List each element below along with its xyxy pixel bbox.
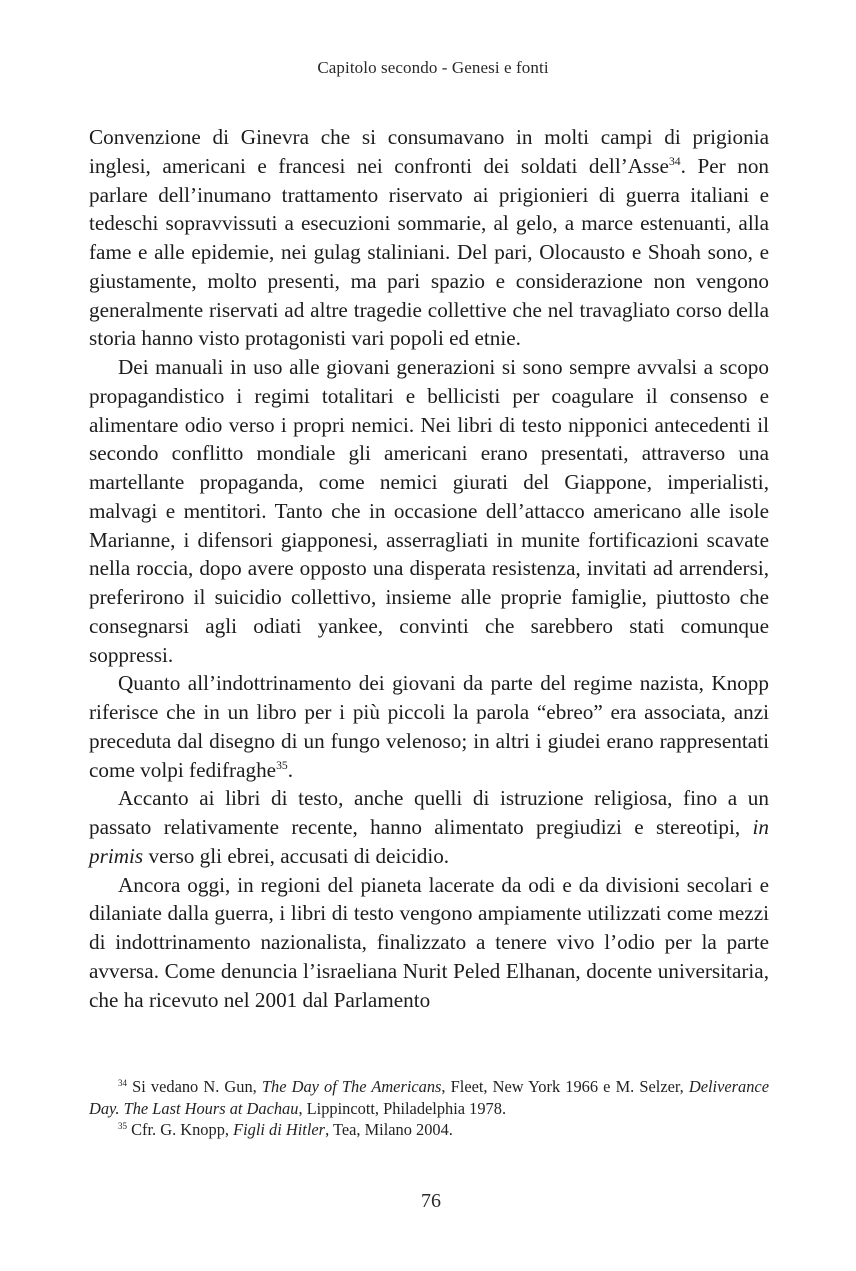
book-title: The Day of The Americans [261,1077,442,1096]
footnote-number: 35 [118,1121,127,1132]
footnote-35 [89,1119,769,1141]
footnote-ref-34[interactable]: 34 [668,155,681,169]
footnote-ref-35[interactable]: 35 [276,758,288,772]
text-segment: . Per non parlare dell’inumano trattamento riservato ai prigionieri di guerra italiani e tedeschi sopravvissuti a esecuzioni sommarie, al gelo, a marce estenuanti, alla fame e alle epidemie, nei gulag staliniani. Del pari, Olocausto e Shoah sono, e giustamente, molto presenti, ma pari spazio e considerazione non vengono generalmente riservati ad altre tragedie collettive che nel travagliato corso della storia hanno visto protagonisti vari popoli ed etnie. [89,153,770,351]
book-title: Deliverance Day. The Last Hours at Dachau [89,1077,769,1118]
text-segment: Si vedano N. Gun, [127,1077,262,1096]
paragraph-5 [89,871,769,1015]
page-number: 76 [421,1190,441,1212]
text-segment: Dei manuali in uso alle giovani generazioni si sono sempre avvalsi a scopo propagandistico i regimi totalitari e bellicisti per coagulare il consenso e alimentare odio verso i propri nemici. Nei libri di testo nipponici antecedenti il secondo conflitto mondiale gli americani erano presentati, attraverso una martellante propaganda, come nemici giurati del Giappone, imperialisti, malvagi e mentitori. Tanto che in occasione dell’attacco americano alle isole Marianne, i difensori giapponesi, asserragliati in munite fortificazioni scavate nella roccia, dopo avere opposto una disperata resistenza, invitati ad arrendersi, preferirono il suicidio collettivo, insieme alle proprie famiglie, piuttosto che consegnarsi agli odiati yankee, convinti che sarebbero stati comunque soppressi. [89,355,769,667]
text-segment: Accanto ai libri di testo, anche quelli di istruzione religiosa, fino a un passato relativamente recente, hanno alimentato pregiudizi e stereotipi, [89,786,769,839]
paragraph-1 [89,123,769,353]
text-segment: Cfr. G. Knopp, [127,1120,234,1139]
paragraph-3 [89,669,769,784]
book-title: Figli di Hitler [233,1120,326,1139]
text-segment: , Fleet, New York 1966 e M. Selzer, [441,1077,689,1096]
footnote-34 [89,1076,769,1119]
italic-phrase: in primis [89,815,769,868]
paragraph-4 [89,784,769,870]
running-head: Capitolo secondo - Genesi e fonti [317,58,549,77]
footnotes [89,1076,769,1141]
body-text [89,123,769,1014]
text-segment: Convenzione di Ginevra che si consumavano in molti campi di prigionia inglesi, americani e francesi nei confronti dei soldati dell’Asse [89,125,769,178]
text-segment: . [287,757,294,782]
footnote-number: 34 [118,1078,127,1089]
text-segment: , Tea, Milano 2004. [325,1120,453,1139]
paragraph-2 [89,353,769,669]
text-segment: Quanto all’indottrinamento dei giovani da parte del regime nazista, Knopp riferisce che in un libro per i più piccoli la parola “ebreo” era associata, anzi preceduta dal disegno di un fungo velenoso; in altri i giudei erano rappresentati come volpi fedifraghe [89,671,769,782]
text-segment: Ancora oggi, in regioni del pianeta lacerate da odi e da divisioni secolari e dilaniate dalla guerra, i libri di testo vengono ampiamente utilizzati come mezzi di indottrinamento nazionalista, finalizzato a tenere vivo l’odio per la parte avversa. Come denuncia l’israeliana Nurit Peled Elhanan, docente universitaria, che ha ricevuto nel 2001 dal Parlamento [89,872,769,1012]
text-segment: , Lippincott, Philadelphia 1978. [298,1098,507,1118]
text-segment: verso gli ebrei, accusati di deicidio. [143,843,450,868]
